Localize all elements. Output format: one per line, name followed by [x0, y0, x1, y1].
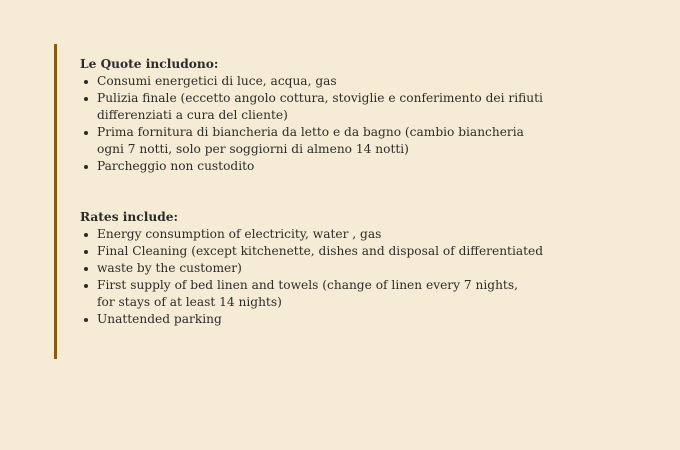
list-item	[80, 260, 680, 277]
list-item-line: Unattended parking	[97, 312, 222, 326]
list-item-line: Consumi energetici di luce, acqua, gas	[97, 74, 337, 88]
list-item-line: for stays of at least 14 nights)	[97, 295, 282, 309]
list-item	[80, 90, 680, 124]
included-list-english	[80, 226, 680, 328]
section-title-english: Rates include:	[80, 210, 178, 224]
section-title-italian: Le Quote includono:	[80, 57, 219, 71]
list-item-line: Energy consumption of electricity, water , gas	[97, 227, 382, 241]
list-item	[80, 311, 680, 328]
list-item	[80, 277, 680, 311]
list-item-line: Prima fornitura di biancheria da letto e da bagno (cambio biancheria	[97, 125, 524, 139]
list-item-line: waste by the customer)	[97, 261, 242, 275]
list-item	[80, 158, 680, 175]
list-item	[80, 243, 680, 260]
list-item-line: First supply of bed linen and towels (change of linen every 7 nights,	[97, 278, 518, 292]
included-list-italian	[80, 73, 680, 175]
list-item	[80, 226, 680, 243]
section-english	[80, 209, 680, 328]
list-item-line: Parcheggio non custodito	[97, 159, 255, 173]
section-italian	[80, 56, 680, 175]
list-item-line: Final Cleaning (except kitchenette, dishes and disposal of differentiated	[97, 244, 544, 258]
list-item-line: Pulizia finale (eccetto angolo cottura, stoviglie e conferimento dei rifiuti	[97, 91, 543, 105]
list-item-line: ogni 7 notti, solo per soggiorni di almeno 14 notti)	[97, 142, 409, 156]
list-item	[80, 124, 680, 158]
list-item	[80, 73, 680, 90]
rates-content	[80, 56, 680, 328]
list-item-line: differenziati a cura del cliente)	[97, 108, 288, 122]
accent-bar	[54, 44, 57, 359]
